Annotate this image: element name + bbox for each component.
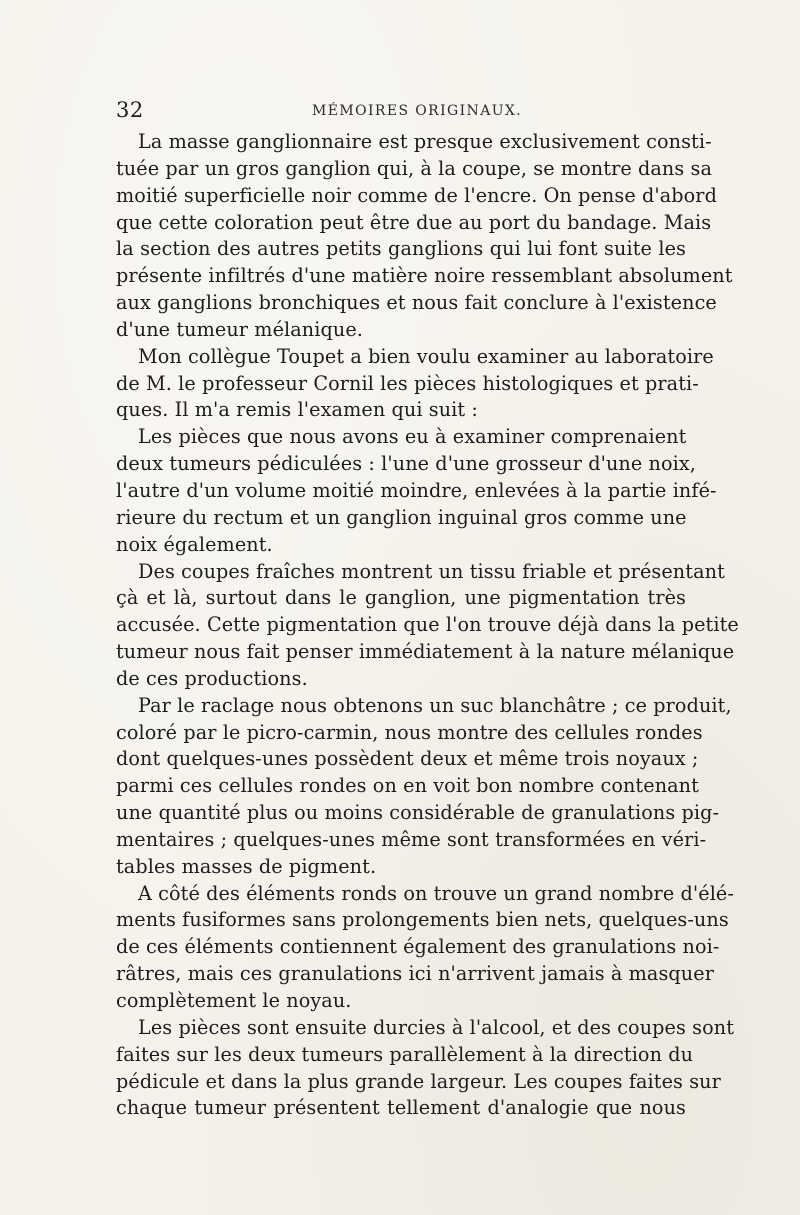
- text-line: Mon collègue Toupet a bien voulu examiner au laboratoire: [138, 344, 714, 368]
- text-line: de M. le professeur Cornil les pièces histologiques et prati-: [116, 371, 699, 395]
- text-line: complètement le noyau.: [116, 989, 352, 1012]
- text-line: ments fusiformes sans prolongements bien nets, quelques-uns: [116, 908, 729, 932]
- text-line: d'une tumeur mélanique.: [116, 317, 363, 341]
- text-line: accusée. Cette pigmentation que l'on trouve déjà dans la petite: [116, 613, 739, 637]
- text-line: mentaires ; quelques-unes même sont transformées en véri-: [116, 827, 707, 851]
- text-line: de ces productions.: [116, 666, 308, 690]
- text-line: chaque tumeur présentent tellement d'analogie que nous: [116, 1096, 686, 1120]
- text-line: râtres, mais ces granulations ici n'arrivent jamais à masquer: [116, 962, 714, 986]
- text-line: une quantité plus ou moins considérable de granulations pig-: [116, 801, 720, 825]
- text-line: tumeur nous fait penser immédiatement à la nature mélanique: [116, 640, 735, 664]
- text-line: coloré par le picro-carmin, nous montre des cellules rondes: [116, 720, 703, 744]
- page-number: 32: [116, 98, 144, 122]
- text-line: la section des autres petits ganglions qui lui font suite les: [116, 237, 686, 261]
- text-line: Les pièces que nous avons eu à examiner comprenaient: [138, 425, 687, 449]
- text-line: que cette coloration peut être due au port du bandage. Mais: [116, 210, 712, 234]
- text-line: noix également.: [116, 532, 273, 556]
- text-line: Les pièces sont ensuite durcies à l'alcool, et des coupes sont: [138, 1015, 735, 1039]
- text-line: Des coupes fraîches montrent un tissu friable et présentant: [138, 559, 725, 583]
- text-line: aux ganglions bronchiques et nous fait conclure à l'existence: [116, 291, 717, 315]
- text-line: présente infiltrés d'une matière noire ressemblant absolument: [116, 264, 733, 288]
- text-line: ques. Il m'a remis l'examen qui suit :: [116, 398, 478, 422]
- text-line: l'autre d'un volume moitié moindre, enlevées à la partie infé-: [116, 478, 717, 502]
- text-line: Par le raclage nous obtenons un suc blanchâtre ; ce produit,: [138, 693, 732, 717]
- text-line: dont quelques-unes possèdent deux et même trois noyaux ;: [116, 747, 699, 771]
- text-line: A côté des éléments ronds on trouve un grand nombre d'élé-: [138, 881, 734, 905]
- text-line: tables masses de pigment.: [116, 854, 377, 878]
- text-line: faites sur les deux tumeurs parallèlement à la direction du: [116, 1042, 694, 1066]
- text-line: deux tumeurs pédiculées : l'une d'une grosseur d'une noix,: [116, 452, 697, 476]
- text-line: pédicule et dans la plus grande largeur. Les coupes faites sur: [116, 1069, 721, 1093]
- text-line: çà et là, surtout dans le ganglion, une pigmentation très: [116, 586, 686, 610]
- text-line: moitié superficielle noir comme de l'encre. On pense d'abord: [116, 183, 717, 207]
- text-line: de ces éléments contiennent également des granulations noi-: [116, 935, 720, 959]
- running-head: [116, 96, 686, 124]
- text-line: rieure du rectum et un ganglion inguinal gros comme une: [116, 505, 687, 529]
- running-title: MÉMOIRES ORIGINAUX.: [312, 103, 523, 119]
- text-line: tuée par un gros ganglion qui, à la coupe, se montre dans sa: [116, 156, 713, 180]
- text-line: parmi ces cellules rondes on en voit bon nombre contenant: [116, 774, 699, 798]
- body-text: [116, 129, 739, 1122]
- text-line: La masse ganglionnaire est presque exclusivement consti-: [138, 130, 712, 153]
